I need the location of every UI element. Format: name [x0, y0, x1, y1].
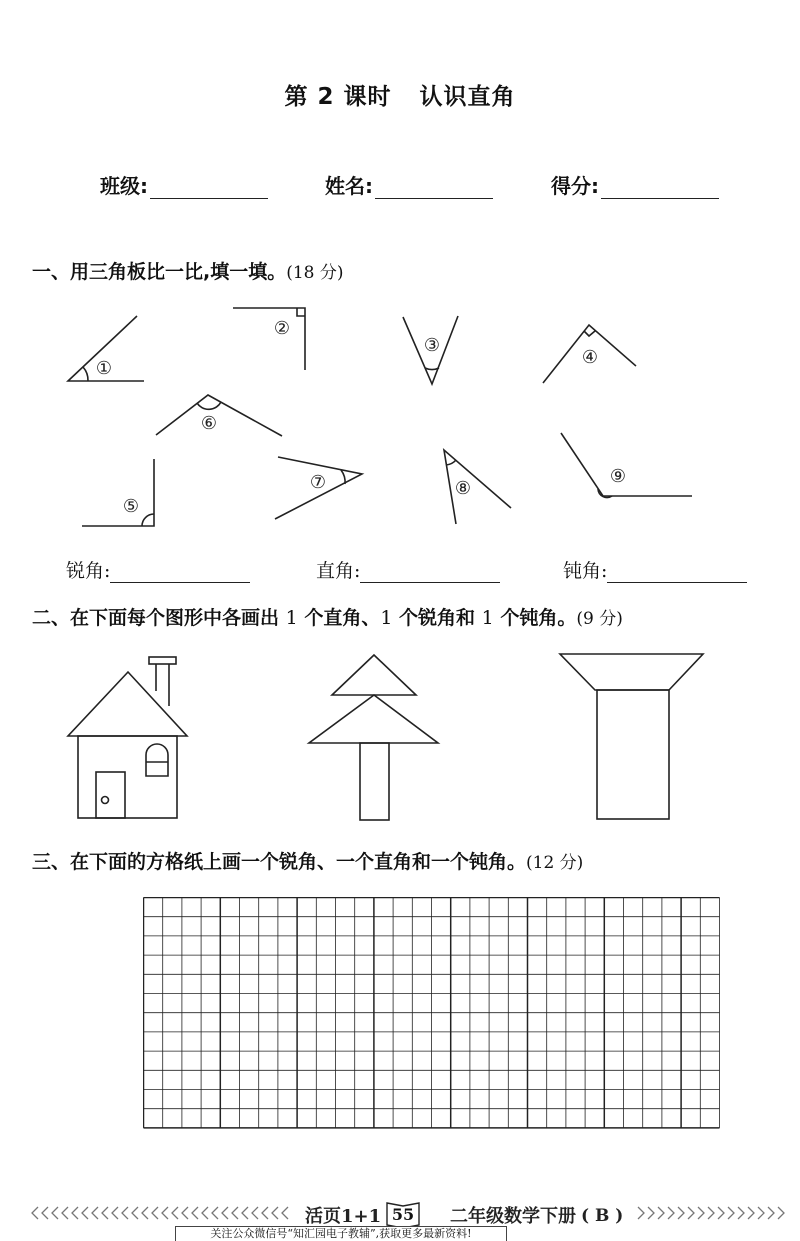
- angle-label-8: ⑧: [454, 478, 472, 499]
- cup-shape: [560, 654, 703, 819]
- book-edition: ( B ): [581, 1206, 624, 1226]
- page-number: 55: [391, 1205, 415, 1224]
- angle-label-3: ③: [423, 335, 441, 356]
- angle-label-6: ⑥: [200, 413, 218, 434]
- right-label: 直角:: [316, 560, 361, 582]
- angle-label-1: ①: [95, 358, 113, 379]
- right-blank[interactable]: [360, 562, 500, 583]
- obtuse-answer-field[interactable]: [563, 556, 747, 583]
- page-title: [0, 78, 800, 111]
- question-2-heading: 二、在下面每个图形中各画出 1 个直角、1 个锐角和 1 个钝角。(9 分): [32, 607, 623, 629]
- right-answer-field[interactable]: [316, 556, 500, 583]
- score-blank[interactable]: [601, 176, 719, 199]
- acute-answer-field[interactable]: [66, 556, 250, 583]
- question-1-points: (18 分): [286, 263, 344, 283]
- series-name: 活页1+1: [305, 1206, 382, 1226]
- name-field[interactable]: [325, 170, 493, 199]
- angle-2: [233, 308, 305, 370]
- lesson-number: 第 2 课时: [284, 84, 392, 110]
- class-field[interactable]: [100, 170, 268, 199]
- name-blank[interactable]: [375, 176, 493, 199]
- obtuse-blank[interactable]: [607, 562, 747, 583]
- angle-9: [561, 433, 692, 498]
- class-label: 班级:: [100, 174, 148, 198]
- angle-label-5: ⑤: [122, 496, 140, 517]
- question-3-heading: 三、在下面的方格纸上画一个锐角、一个直角和一个钝角。(12 分): [32, 851, 584, 873]
- question-3-points: (12 分): [526, 853, 584, 873]
- question-2-points: (9 分): [576, 609, 623, 629]
- angle-6: [156, 395, 282, 436]
- lesson-topic: 认识直角: [419, 84, 516, 110]
- wechat-note: 关注公众微信号“知汇园电子教辅”,获取更多最新资料!: [175, 1226, 507, 1241]
- name-label: 姓名:: [325, 174, 373, 198]
- angle-label-2: ②: [273, 318, 291, 339]
- acute-label: 锐角:: [66, 560, 111, 582]
- angle-label-9: ⑨: [609, 466, 627, 487]
- score-field[interactable]: [551, 170, 719, 199]
- score-label: 得分:: [551, 174, 599, 198]
- angle-label-4: ④: [581, 347, 599, 368]
- question-1-heading: 一、用三角板比一比,填一填。(18 分): [32, 261, 344, 283]
- obtuse-label: 钝角:: [563, 560, 608, 582]
- book-title: 二年级数学下册: [450, 1206, 576, 1226]
- acute-blank[interactable]: [110, 562, 250, 583]
- angles-figure: [0, 300, 800, 540]
- shapes-figure: [0, 650, 800, 825]
- class-blank[interactable]: [150, 176, 268, 199]
- angle-label-7: ⑦: [309, 472, 327, 493]
- tree-shape: [309, 655, 438, 820]
- house-shape: [68, 657, 187, 818]
- footer-bar: [30, 1198, 790, 1226]
- grid-paper[interactable]: [143, 897, 720, 1129]
- angle-5: [82, 459, 154, 526]
